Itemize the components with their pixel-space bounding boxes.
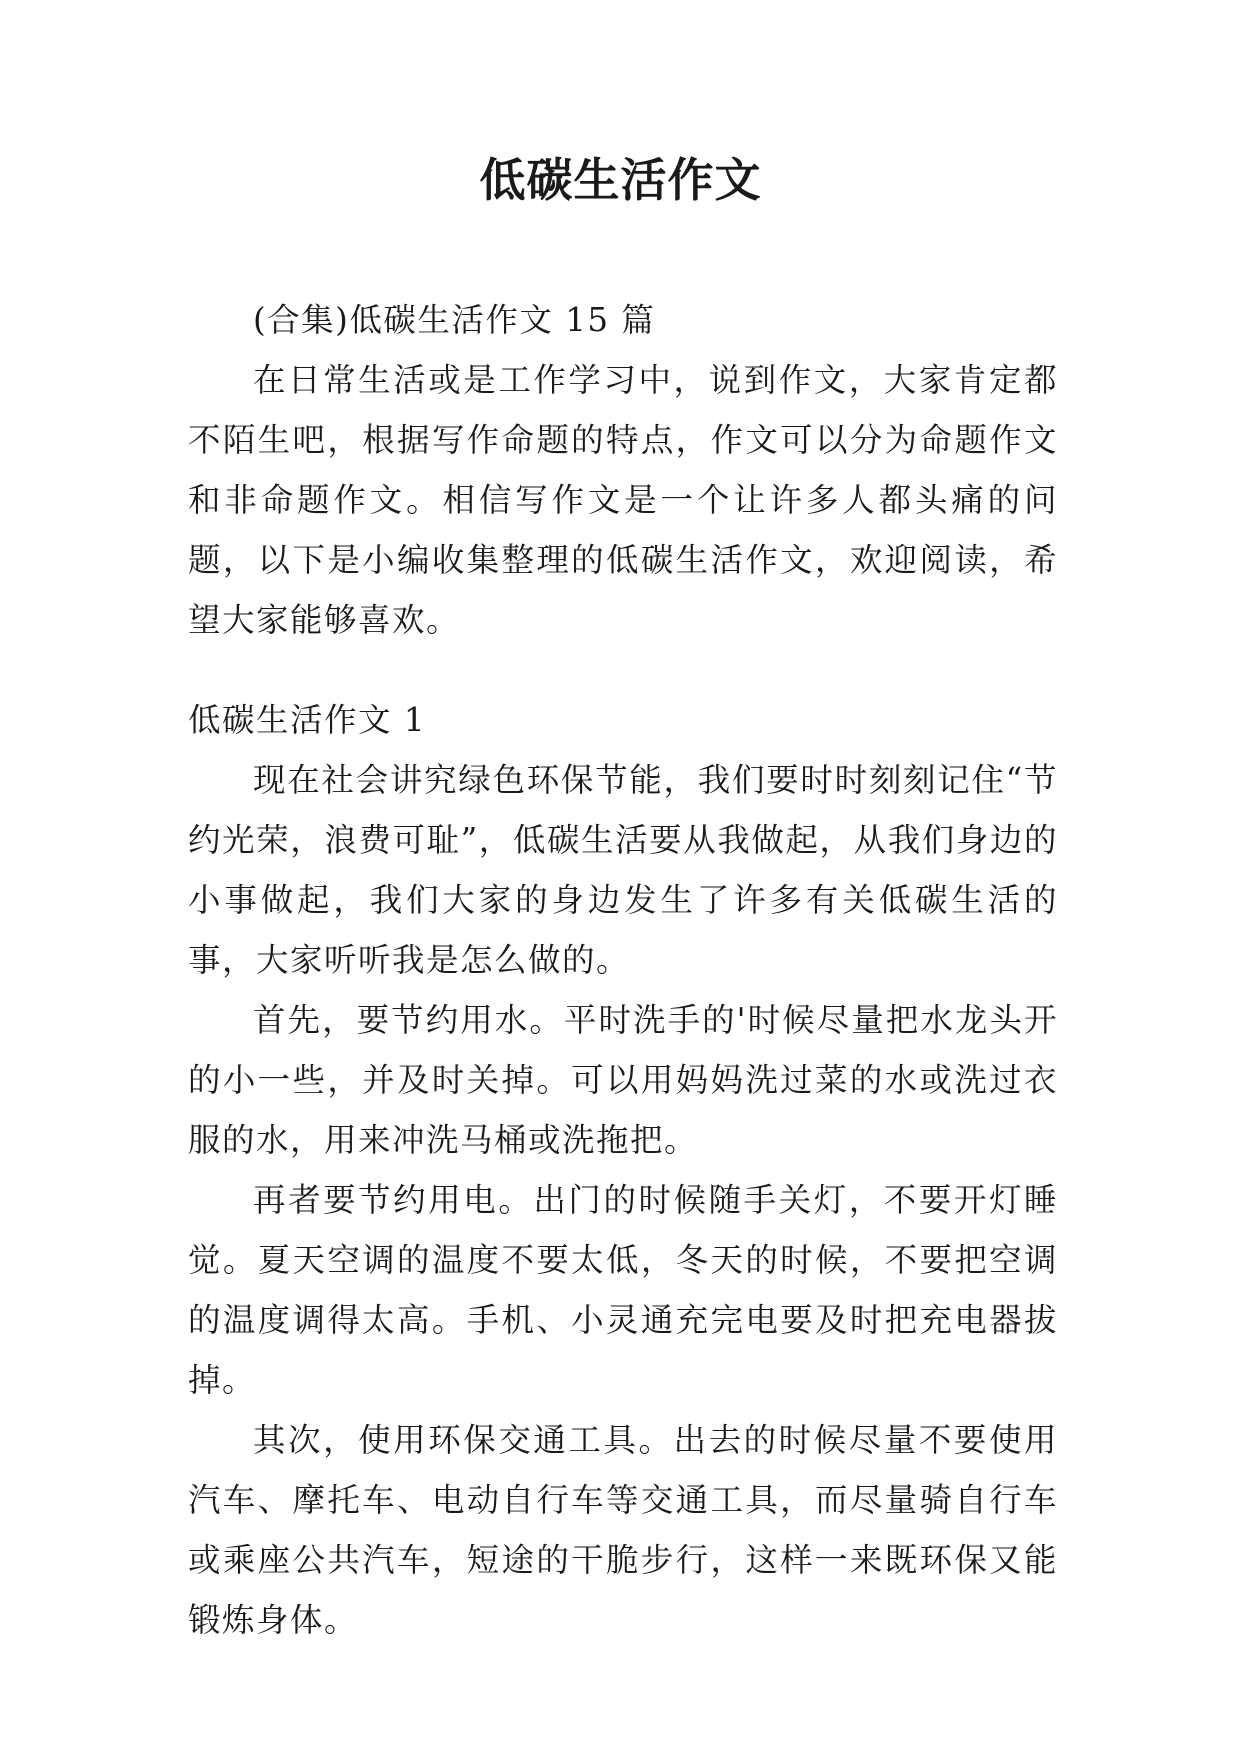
section-paragraph: 再者要节约用电。出门的时候随手关灯，不要开灯睡觉。夏天空调的温度不要太低，冬天的时候，不要把空调的温度调得太高。手机、小灵通充完电要及时把充电器拔掉。: [188, 1181, 1058, 1399]
intro-block: [188, 290, 1058, 650]
intro-paragraph: 在日常生活或是工作学习中，说到作文，大家肯定都不陌生吧，根据写作命题的特点，作文可以分为命题作文和非命题作文。相信写作文是一个让许多人都头痛的问题，以下是小编收集整理的低碳生活作文，欢迎阅读，希望大家能够喜欢。: [188, 361, 1058, 639]
section-heading: 低碳生活作文 1: [188, 701, 427, 739]
section-1: [188, 690, 1058, 1650]
intro-subtitle: (合集)低碳生活作文 15 篇: [253, 301, 656, 339]
section-paragraph: 现在社会讲究绿色环保节能，我们要时时刻刻记住“节约光荣，浪费可耻”，低碳生活要从我做起，从我们身边的小事做起，我们大家的身边发生了许多有关低碳生活的事，大家听听我是怎么做的。: [188, 761, 1058, 979]
section-paragraph: 其次，使用环保交通工具。出去的时候尽量不要使用汽车、摩托车、电动自行车等交通工具，而尽量骑自行车或乘座公共汽车，短途的干脆步行，这样一来既环保又能锻炼身体。: [188, 1421, 1058, 1639]
section-paragraph: 首先，要节约用水。平时洗手的'时候尽量把水龙头开的小一些，并及时关掉。可以用妈妈洗过菜的水或洗过衣服的水，用来冲洗马桶或洗拖把。: [188, 1001, 1058, 1159]
document-title: 低碳生活作文: [479, 153, 762, 207]
